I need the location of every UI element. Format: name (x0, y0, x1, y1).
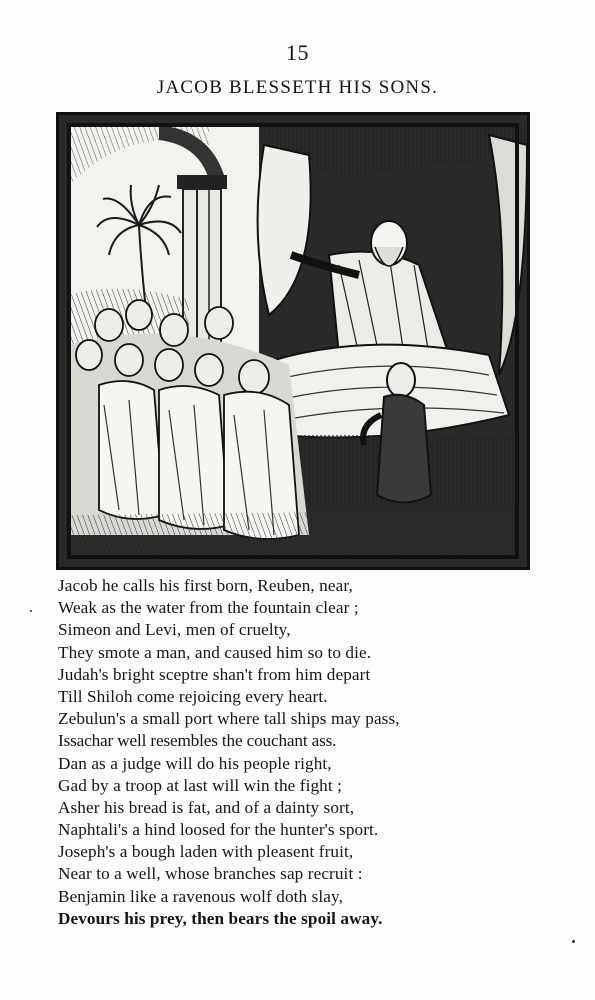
verse-line: Naphtali's a hind loosed for the hunter's sport. (58, 820, 379, 840)
page-number: 15 (286, 40, 309, 65)
column-capital (177, 175, 227, 189)
verse-line: Asher his bread is fat, and of a dainty sort, (58, 797, 355, 817)
woodcut-illustration (56, 112, 530, 570)
verse-line: Gad by a troop at last will win the fight ; (58, 775, 343, 795)
verse-line: They smote a man, and caused him so to die. (58, 642, 372, 662)
verse-line: Jacob he calls his first born, Reuben, near, (58, 576, 353, 595)
verse-line: Zebulun's a small port where tall ships may pass, (58, 709, 400, 729)
verse-line: Dan as a judge will do his people right, (58, 753, 332, 773)
verse-line: Joseph's a bough laden with pleasent fruit, (58, 842, 354, 862)
verse-line: Devours his prey, then bears the spoil away. (58, 908, 383, 928)
verse (58, 575, 578, 930)
verse-line: Near to a well, whose branches sap recruit : (58, 864, 363, 884)
floor (69, 510, 519, 560)
verse-line: Weak as the water from the fountain clear ; (58, 598, 359, 618)
page-title: JACOB BLESSETH HIS SONS. (156, 77, 439, 98)
verse-line: Till Shiloh come rejoicing every heart. (58, 686, 328, 706)
woodcut-scene (59, 115, 527, 567)
verse-line: Simeon and Levi, men of cruelty, (58, 620, 291, 640)
verse-line: Issachar well resembles the couchant ass. (58, 731, 337, 751)
verse-line: Benjamin like a ravenous wolf doth slay, (58, 886, 343, 906)
verse-line: Judah's bright sceptre shan't from him depart (58, 664, 371, 684)
